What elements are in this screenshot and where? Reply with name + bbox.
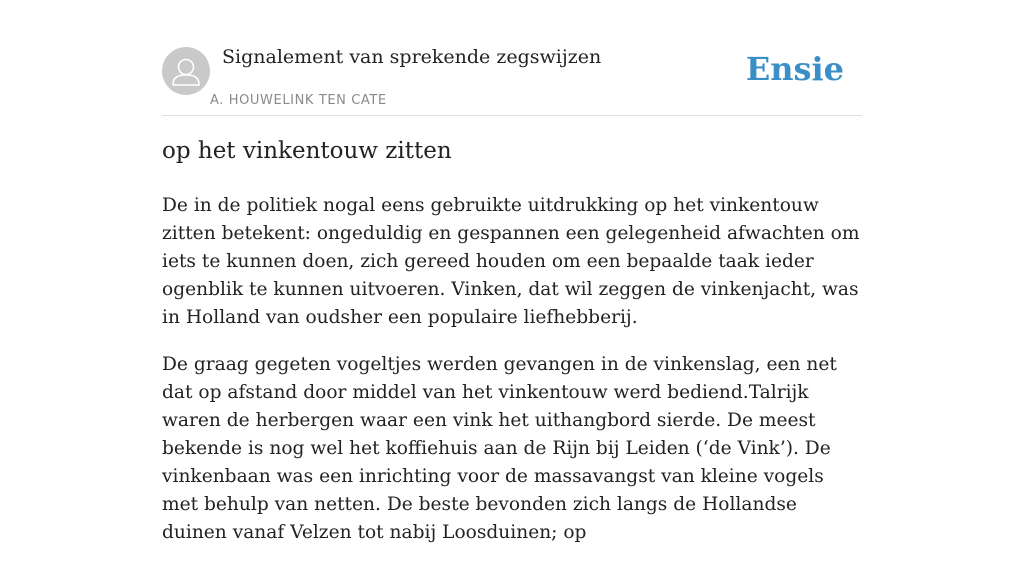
entry-body [162, 192, 864, 566]
header [162, 40, 862, 116]
avatar [162, 47, 210, 95]
book-title[interactable]: Signalement van sprekende zegswijzen [222, 46, 602, 68]
user-silhouette-icon [162, 47, 210, 95]
entry-title: op het vinkentouw zitten [162, 138, 452, 164]
entry-paragraph: De in de politiek nogal eens gebruikte uitdrukking op het vinkentouw zitten betekent: ongeduldig en gespannen een gelegenheid afwachten om iets te kunnen doen, zich gereed houden om een bepaalde taak ieder ogenblik te kunnen uitvoeren. Vinken, dat wil zeggen de vinkenjacht, was in Holland van oudsher een populaire liefhebberij. [162, 195, 860, 328]
entry-paragraph: De graag gegeten vogeltjes werden gevangen in de vinkenslag, een net dat op afstand door middel van het vinkentouw werd bediend.Talrijk waren de herbergen waar een vink het uithangbord sierde. De meest bekende is nog wel het koffiehuis aan de Rijn bij Leiden (‘de Vink’). De vinkenbaan was een inrichting voor de massavangst van kleine vogels met behulp van netten. De beste bevonden zich langs de Hollandse duinen vanaf Velzen tot nabij Loosduinen; op [162, 354, 837, 543]
author-name[interactable]: A. HOUWELINK TEN CATE [210, 93, 387, 108]
ensie-logo[interactable]: Ensie [745, 50, 844, 88]
